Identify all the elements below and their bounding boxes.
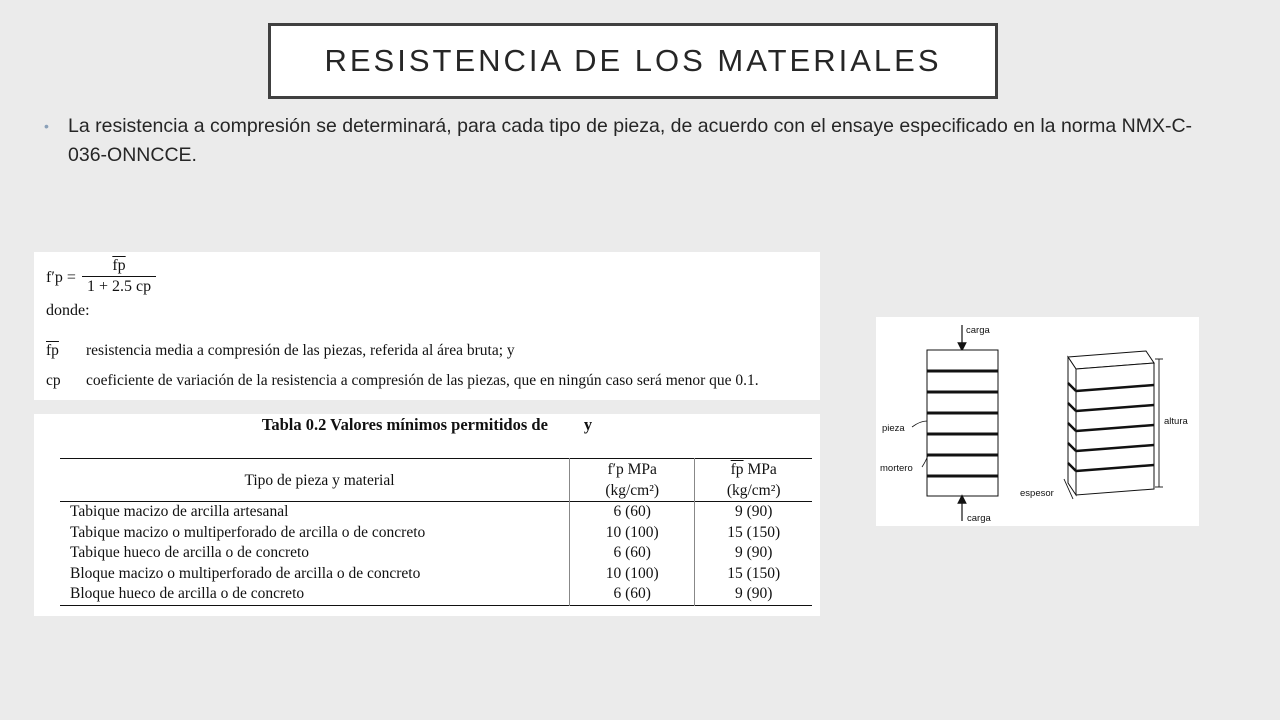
formula-denominator: 1 + 2.5 cp [86, 278, 152, 295]
label-mortero: mortero [880, 463, 913, 474]
pile-diagram-svg [876, 317, 1199, 526]
table-caption [34, 414, 820, 436]
bullet-dot-icon: • [44, 118, 49, 134]
pile-test-diagram [876, 317, 1199, 526]
header-fpp [569, 459, 694, 502]
cell-fp: 15 (150) [695, 564, 812, 585]
pile-elevation [880, 325, 998, 524]
definition-symbol: $\overline{fp}$ [46, 342, 59, 359]
slide-title: RESISTENCIA DE LOS MATERIALES [324, 43, 942, 78]
formula-donde: donde: [46, 302, 90, 319]
label-altura: altura [1164, 416, 1188, 427]
table-row [60, 584, 812, 605]
header-fp-symbol: $\overline{fp}$ [730, 461, 744, 478]
cell-material: Bloque macizo o multiperforado de arcilla o de concreto [70, 564, 421, 582]
cell-material: Bloque hueco de arcilla o de concreto [70, 585, 305, 602]
cell-fpp: 6 (60) [569, 543, 694, 564]
header-fpp-unit: MPa [627, 461, 657, 478]
definition-fp [46, 342, 515, 360]
header-fp-unit: MPa [747, 461, 777, 478]
label-espesor: espesor [1020, 488, 1054, 499]
table-caption-tail: y [583, 415, 593, 434]
cell-fp: 9 (90) [695, 584, 812, 605]
table-caption-text: Tabla 0.2 Valores mínimos permitidos de [261, 415, 548, 434]
values-table [60, 458, 812, 606]
definition-text: resistencia media a compresión de las piezas, referida al área bruta; y [86, 342, 515, 359]
bullet-paragraph [44, 112, 1214, 170]
formula-panel [34, 252, 820, 400]
table-header-row [60, 459, 812, 502]
label-carga-top: carga [966, 325, 990, 336]
formula-numerator: $\overline{fp}$ [112, 257, 126, 274]
cell-fpp: 10 (100) [569, 523, 694, 544]
bullet-text: La resistencia a compresión se determinará, para cada tipo de pieza, de acuerdo con el ensaye especificado en la norma NMX-C-036-ONNCCE. [68, 115, 1193, 166]
cell-fp: 9 (90) [695, 502, 812, 523]
definition-text: coeficiente de variación de la resistencia a compresión de las piezas, que en ningún caso será menor que 0.1. [86, 372, 759, 389]
pile-isometric [1020, 351, 1188, 499]
header-fp-sub: (kg/cm²) [726, 482, 781, 499]
table-row [60, 523, 812, 544]
formula-fraction [82, 256, 156, 297]
slide-title-box [268, 23, 998, 99]
cell-fpp: 6 (60) [569, 502, 694, 523]
table-row [60, 502, 812, 523]
table-panel [34, 414, 820, 616]
cell-fpp: 6 (60) [569, 584, 694, 605]
cell-fpp: 10 (100) [569, 564, 694, 585]
formula-lhs: f′p = [46, 269, 76, 286]
cell-material: Tabique hueco de arcilla o de concreto [70, 544, 310, 561]
cell-fp: 9 (90) [695, 543, 812, 564]
cell-material: Tabique macizo de arcilla artesanal [70, 503, 289, 520]
definition-symbol: cp [46, 372, 61, 389]
header-fpp-sub: (kg/cm²) [605, 482, 660, 499]
label-pieza: pieza [882, 423, 905, 434]
definition-cp [46, 372, 759, 390]
cell-fp: 15 (150) [695, 523, 812, 544]
table-row [60, 543, 812, 564]
label-carga-bottom: carga [967, 513, 991, 524]
table-row [60, 564, 812, 585]
header-material: Tipo de pieza y material [244, 471, 395, 489]
cell-material: Tabique macizo o multiperforado de arcilla o de concreto [70, 523, 426, 541]
header-fpp-symbol: f′p [607, 461, 624, 478]
header-fp [695, 459, 812, 502]
